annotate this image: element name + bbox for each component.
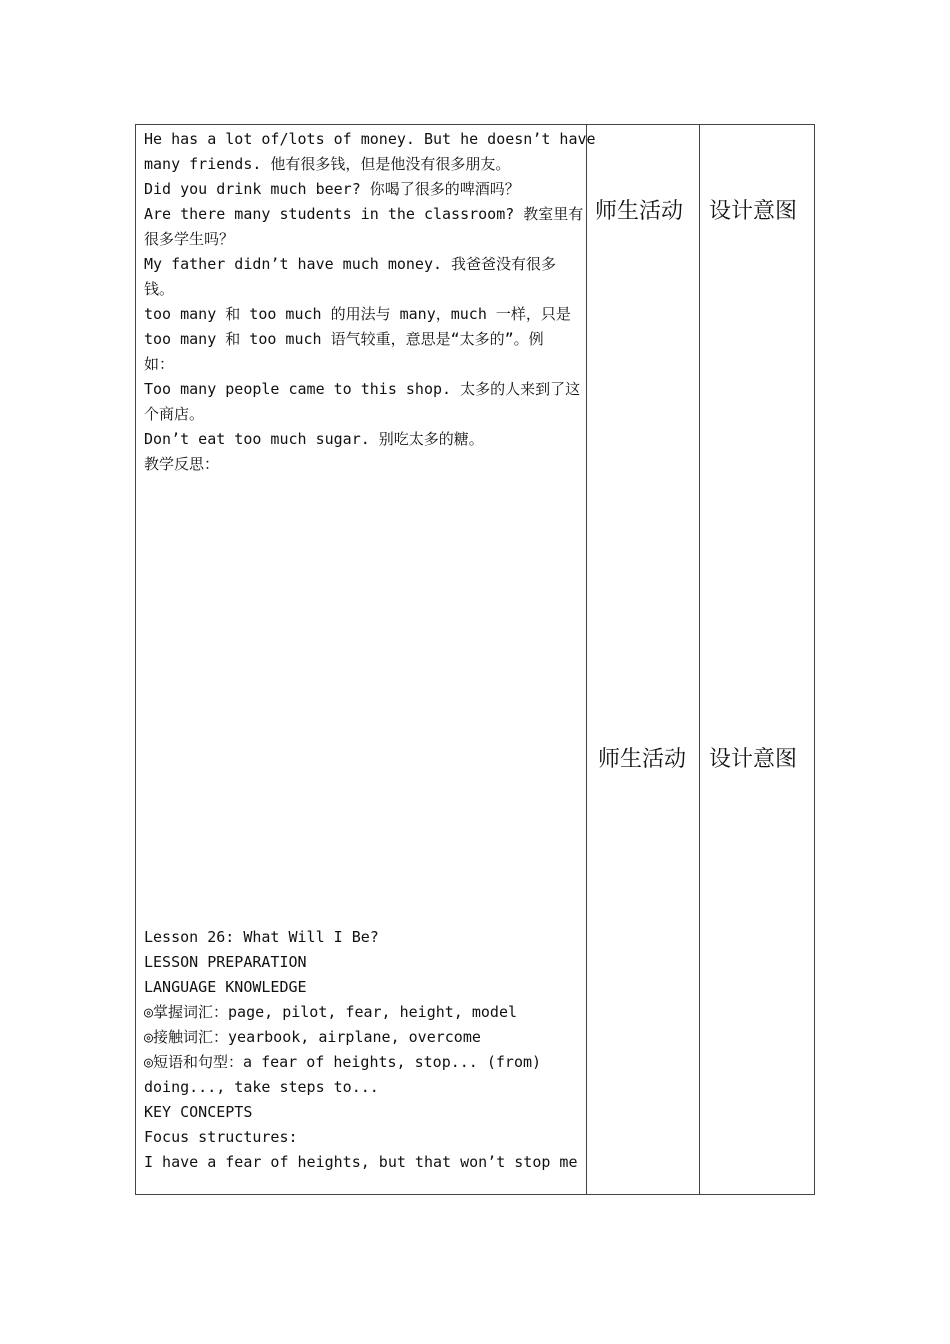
content-line: 钱。 bbox=[144, 280, 175, 298]
content-line: He has a lot of/lots of money. But he doesn’t have bbox=[144, 130, 596, 148]
content-line: 个商店。 bbox=[144, 405, 205, 423]
content-line: My father didn’t have much money. 我爸爸没有很多 bbox=[144, 255, 557, 273]
content-line: Too many people came to this shop. 太多的人来到了这 bbox=[144, 380, 581, 398]
column-divider bbox=[699, 125, 700, 1194]
content-line: 很多学生吗？ bbox=[144, 230, 235, 248]
content-line: Don’t eat too much sugar. 别吃太多的糖。 bbox=[144, 430, 484, 448]
lesson-content-column bbox=[144, 127, 596, 1175]
content-line: too many 和 too much 的用法与 many，much 一样，只是 bbox=[144, 305, 571, 323]
content-line: too many 和 too much 语气较重，意思是“太多的”。例 bbox=[144, 330, 544, 348]
lesson-title: Lesson 26: What Will I Be? bbox=[144, 928, 379, 946]
content-line: Focus structures: bbox=[144, 1128, 298, 1146]
teacher-student-activity-header: 师生活动 bbox=[595, 199, 684, 224]
teaching-reflection-label: 教学反思： bbox=[144, 455, 220, 473]
lesson-plan-table bbox=[135, 124, 815, 1195]
reflection-blank-space bbox=[144, 477, 578, 925]
content-line: ◎掌握词汇：page, pilot, fear, height, model bbox=[144, 1003, 518, 1021]
teacher-student-activity-header: 师生活动 bbox=[598, 747, 687, 772]
content-line: Are there many students in the classroom? 教室里有 bbox=[144, 205, 584, 223]
design-intent-header: 设计意图 bbox=[709, 747, 798, 772]
content-line: many friends. 他有很多钱，但是他没有很多朋友。 bbox=[144, 155, 511, 173]
content-line: Did you drink much beer? 你喝了很多的啤酒吗？ bbox=[144, 180, 520, 198]
section-heading: LANGUAGE KNOWLEDGE bbox=[144, 978, 307, 996]
content-line: doing..., take steps to... bbox=[144, 1078, 379, 1096]
content-line: ◎接触词汇：yearbook, airplane, overcome bbox=[144, 1028, 481, 1046]
content-line: 如： bbox=[144, 355, 175, 373]
section-heading: KEY CONCEPTS bbox=[144, 1103, 253, 1121]
content-line: ◎短语和句型：a fear of heights, stop... (from) bbox=[144, 1053, 542, 1071]
column-divider bbox=[586, 125, 587, 1194]
design-intent-header: 设计意图 bbox=[709, 199, 798, 224]
content-line: I have a fear of heights, but that won’t stop me bbox=[144, 1153, 578, 1171]
section-heading: LESSON PREPARATION bbox=[144, 953, 307, 971]
